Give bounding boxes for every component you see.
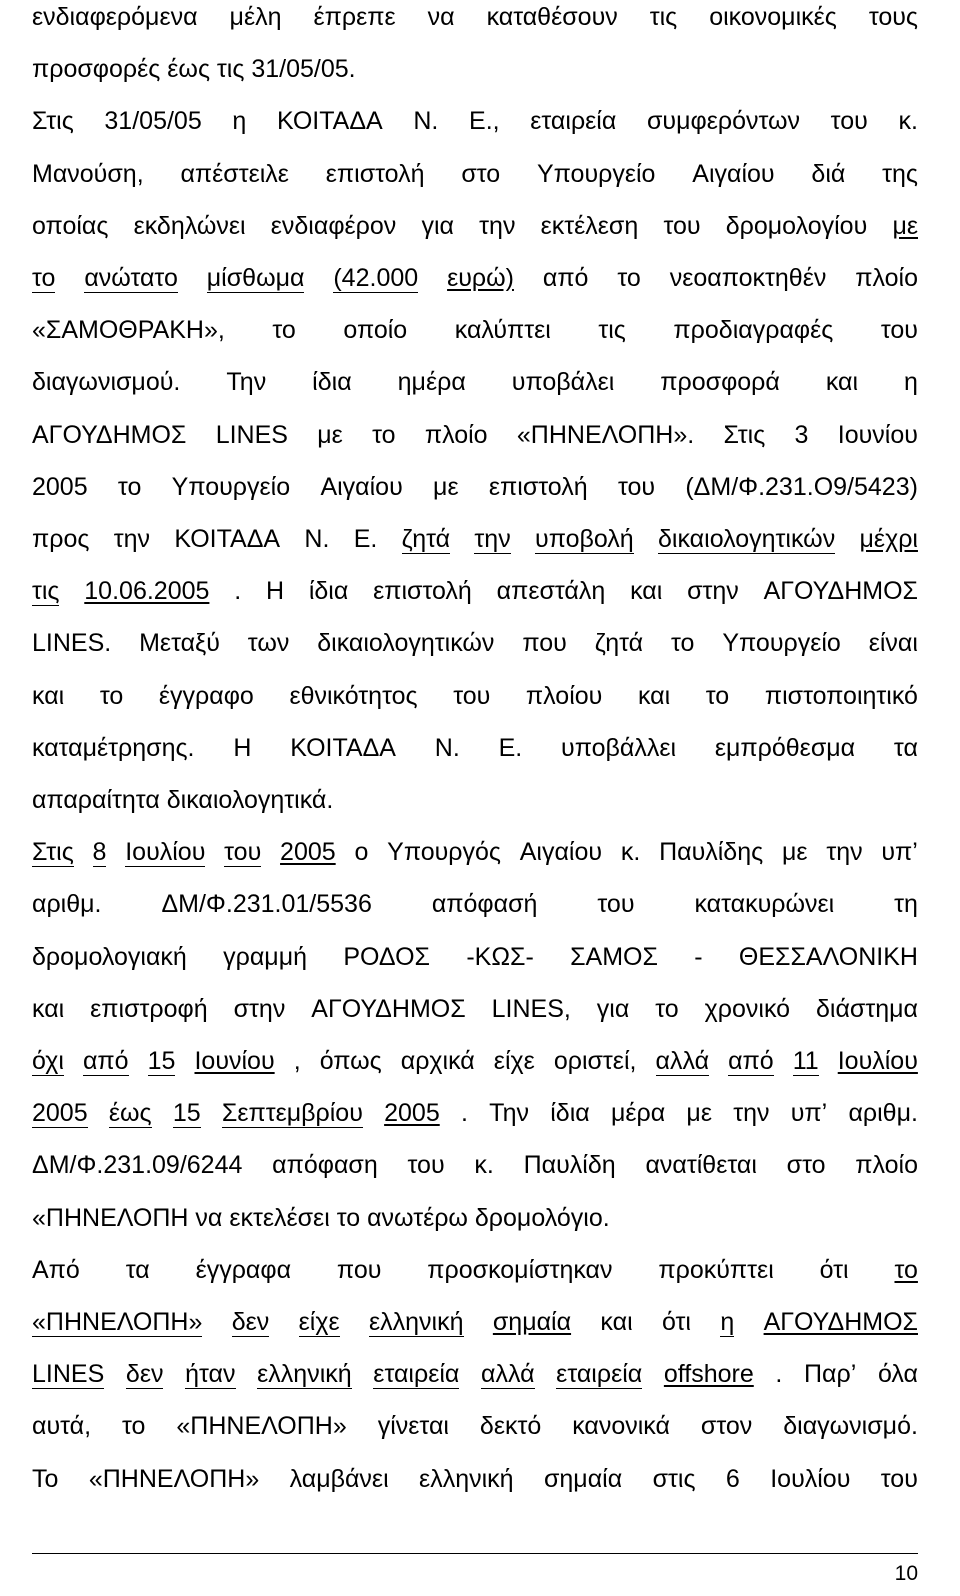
text-word: τις <box>598 316 626 345</box>
text-word: την <box>474 524 511 553</box>
text-word: απέστειλε <box>180 159 289 188</box>
text-word: Ιουνίου <box>194 1047 275 1075</box>
text-word: εταιρεία <box>556 1359 643 1388</box>
text-line <box>32 670 918 722</box>
text-word: ζητά <box>594 629 644 658</box>
text-word: Ιουλίου <box>125 837 206 866</box>
text-word: ΔΜ/Φ.231.09/6244 <box>32 1151 243 1180</box>
text-word: Ν. <box>413 107 439 136</box>
text-word: την <box>479 211 516 240</box>
text-word: «ΠΗΝΕΛΟΠΗ». <box>516 420 695 449</box>
text-word: χρονικό <box>704 994 791 1023</box>
text-word: «ΠΗΝΕΛΟΠΗ» <box>32 1307 203 1336</box>
text-word: γραμμή <box>223 942 308 971</box>
text-word: offshore <box>663 1360 754 1389</box>
text-word: στις <box>652 1464 696 1493</box>
text-word: Ν. <box>434 733 460 762</box>
text-word: ανατίθεται <box>645 1151 757 1180</box>
text-line <box>32 0 918 43</box>
text-word: του <box>830 107 868 136</box>
text-word: είχε <box>493 1047 535 1075</box>
text-line <box>32 252 918 304</box>
text-word: το <box>655 994 679 1023</box>
text-word: του <box>880 1464 918 1493</box>
text-word: τις <box>32 576 60 605</box>
text-word: τα <box>893 733 918 762</box>
text-word: του <box>663 211 701 240</box>
text-word: στο <box>461 159 501 188</box>
text-word: αλλά <box>481 1359 535 1388</box>
text-word: κατακυρώνει <box>694 890 835 919</box>
text-word: ΡΟΔΟΣ <box>343 942 430 971</box>
text-word: δικαιολογητικών <box>658 524 836 553</box>
text-word: «ΠΗΝΕΛΟΠΗ» <box>176 1412 347 1441</box>
text-word: του <box>407 1151 445 1180</box>
text-word: Η <box>265 577 285 606</box>
text-word: απόφασή <box>431 890 538 919</box>
text-word: - <box>694 942 703 971</box>
text-word: LINES <box>215 420 288 449</box>
text-word: είναι <box>868 629 918 658</box>
text-word: ΚΟΙΤΑΔΑ <box>290 733 396 762</box>
text-word: Ιουνίου <box>837 420 918 449</box>
text-line <box>32 1348 918 1400</box>
text-word: Ε., <box>469 107 500 136</box>
text-word: ΑΓΟΥΔΗΜΟΣ <box>763 1308 918 1336</box>
text-word: 6 <box>725 1464 740 1493</box>
text-word: LINES. <box>32 629 112 658</box>
text-word: 8 <box>92 837 107 866</box>
text-word: του <box>224 837 262 866</box>
text-word: εθνικότητος <box>289 681 418 710</box>
text-word: που <box>522 629 567 658</box>
footer-rule <box>32 1553 918 1554</box>
text-word: Αιγαίου <box>692 159 775 188</box>
text-word: το <box>117 472 142 501</box>
text-word: Υπουργός <box>387 838 501 867</box>
text-word: Την <box>226 368 267 397</box>
text-word: δεν <box>125 1359 164 1388</box>
text-word: εκτέλεση <box>540 211 639 240</box>
text-word: Ε. <box>498 733 523 762</box>
text-word: ευρώ) <box>447 264 514 292</box>
text-word: μέχρι <box>859 525 918 553</box>
text-word: επιστολή <box>325 159 425 188</box>
text-word: καταμέτρησης. <box>32 733 195 762</box>
text-word: Υπουργείο <box>536 159 656 188</box>
text-line <box>32 1453 918 1505</box>
text-word: το <box>671 629 695 658</box>
text-word: , <box>293 1047 301 1075</box>
text-word: ΑΓΟΥΔΗΜΟΣ <box>311 994 466 1023</box>
text-word: μέρα <box>610 1099 666 1128</box>
text-word: οποίο <box>343 316 408 345</box>
text-word: την <box>733 1099 770 1128</box>
text-segment: προσφορές έως τις 31/05/05. <box>32 55 356 84</box>
text-word: το <box>617 264 641 292</box>
text-segment: «ΠΗΝΕΛΟΠΗ να εκτελέσει το ανωτέρω δρομολόγιο. <box>32 1203 610 1232</box>
text-line <box>32 95 918 147</box>
text-word: έπρεπε <box>313 3 396 31</box>
text-word: κ. <box>898 107 918 136</box>
text-word: για <box>596 994 630 1023</box>
text-word: όχι <box>32 1046 64 1075</box>
text-word: τα <box>125 1255 150 1284</box>
text-word: Στις <box>32 107 74 136</box>
text-word: ελληνική <box>257 1359 352 1388</box>
text-word: ελληνική <box>419 1464 514 1493</box>
text-word: του <box>617 472 656 501</box>
text-word: διαγωνισμού. <box>32 368 181 397</box>
text-word: κανονικά <box>572 1412 670 1441</box>
text-word: οποίας <box>32 211 109 240</box>
text-word: υπ’ <box>881 838 918 867</box>
text-word: και <box>32 681 65 710</box>
text-word: 3 <box>794 420 809 449</box>
text-line <box>32 461 918 513</box>
text-word: κ. <box>620 838 641 867</box>
text-word: Μεταξύ <box>139 629 220 658</box>
text-word: ίδια <box>308 577 349 606</box>
text-word: ήταν <box>185 1359 236 1388</box>
text-word: πλοίου <box>525 681 603 710</box>
text-word: ΣΑΜΟΣ <box>570 942 658 971</box>
text-word: δρομολογιακή <box>32 942 187 971</box>
text-line <box>32 722 918 774</box>
text-word: το <box>372 420 396 449</box>
text-word: Ν. <box>304 525 330 553</box>
text-line <box>32 200 918 252</box>
text-word: όπως <box>319 1047 382 1075</box>
text-word: η <box>904 368 918 397</box>
text-word: το <box>122 1412 146 1441</box>
text-word: μέλη <box>229 3 282 31</box>
text-word: με <box>781 838 808 867</box>
text-word: υποβάλλει <box>561 733 677 762</box>
text-word: αρχικά <box>400 1047 475 1075</box>
text-line <box>32 617 918 669</box>
text-word: το <box>272 316 296 345</box>
text-word: ότι <box>661 1308 691 1336</box>
text-word: ότι <box>819 1255 849 1284</box>
text-line <box>32 565 918 617</box>
text-word: καταθέσουν <box>486 3 618 31</box>
text-word: διά <box>811 159 846 188</box>
text-word: νεοαποκτηθέν <box>669 264 827 292</box>
text-word: αριθμ. <box>32 890 102 919</box>
text-word: . <box>234 577 242 606</box>
text-word: του <box>453 681 491 710</box>
text-word: 15 <box>172 1098 201 1127</box>
text-word: δρομολογίου <box>725 211 868 240</box>
text-word: επιστολή <box>488 472 588 501</box>
text-word: και <box>825 368 859 397</box>
text-word: και <box>637 681 671 710</box>
text-word: αυτά, <box>32 1412 92 1441</box>
text-word: ζητά <box>401 524 451 553</box>
text-word: το <box>99 681 124 710</box>
text-word: 10.06.2005 <box>84 577 210 606</box>
text-word: πλοίο <box>424 420 488 449</box>
text-word: Την <box>489 1099 529 1128</box>
text-word: ημέρα <box>397 368 466 397</box>
text-word: που <box>336 1255 382 1284</box>
text-word: ΚΟΙΤΑΔΑ <box>174 525 281 553</box>
text-word: προκύπτει <box>658 1255 774 1284</box>
text-word: και <box>600 1308 633 1336</box>
text-word: πλοίο <box>855 264 918 292</box>
text-word: το <box>894 1255 918 1284</box>
text-word: 11 <box>792 1046 819 1075</box>
text-word: Από <box>32 1255 80 1284</box>
text-word: τους <box>868 3 918 31</box>
text-word: υποβάλει <box>511 368 615 397</box>
text-word: υπ’ <box>790 1099 828 1128</box>
text-word: . <box>775 1360 783 1389</box>
text-word: 2005 <box>384 1099 440 1128</box>
text-word: πλοίο <box>855 1151 918 1180</box>
text-word: της <box>882 159 918 188</box>
text-word: για <box>421 211 454 240</box>
text-line <box>32 304 918 356</box>
text-word: προσφορά <box>660 368 780 397</box>
text-word: Αιγαίου <box>519 838 603 867</box>
text-word: Στις <box>32 837 74 866</box>
text-word: στον <box>700 1412 753 1441</box>
text-word: επιστροφή <box>90 994 208 1023</box>
text-word: 15 <box>147 1046 176 1075</box>
text-segment: απαραίτητα δικαιολογητικά. <box>32 786 334 814</box>
text-word: και <box>630 577 663 606</box>
text-line <box>32 1400 918 1452</box>
text-word: του <box>880 316 918 345</box>
page-number: 10 <box>894 1562 918 1585</box>
text-line <box>32 1087 918 1139</box>
text-word: ο <box>354 838 369 867</box>
text-word: καλύπτει <box>454 316 551 345</box>
text-word: ΘΕΣΣΑΛΟΝΙΚΗ <box>738 942 918 971</box>
text-word: απόφαση <box>272 1151 378 1180</box>
text-word: υποβολή <box>535 524 634 553</box>
text-word: «ΣΑΜΟΘΡΑΚΗ», <box>32 316 225 345</box>
text-word: από <box>542 264 589 292</box>
text-word: στο <box>786 1151 826 1180</box>
text-word: εμπρόθεσμα <box>714 733 856 762</box>
text-word: οικονομικές <box>709 3 837 31</box>
text-word: Παρ’ <box>804 1360 857 1389</box>
text-word: Παυλίδης <box>659 838 764 867</box>
text-word: προδιαγραφές <box>673 316 834 345</box>
text-word: εταιρεία <box>530 107 617 136</box>
text-word: εταιρεία <box>373 1359 460 1388</box>
text-word: ενδιαφερόμενα <box>32 3 198 31</box>
text-line <box>32 774 918 826</box>
text-word: έως <box>108 1098 152 1127</box>
text-word: συμφερόντων <box>646 107 801 136</box>
text-word: κ. <box>474 1151 494 1180</box>
text-word: ΚΟΙΤΑΔΑ <box>276 107 383 136</box>
text-word: οριστεί, <box>553 1047 637 1075</box>
text-word: δεκτό <box>479 1412 542 1441</box>
text-line <box>32 148 918 200</box>
text-word: προς <box>32 525 90 553</box>
text-word: πιστοποιητικό <box>764 681 918 710</box>
text-word: Το <box>32 1464 59 1493</box>
text-word: μίσθωμα <box>206 263 305 292</box>
text-word: Ιουλίου <box>770 1464 851 1493</box>
text-word: ίδια <box>550 1099 590 1128</box>
text-word: αριθμ. <box>848 1099 918 1128</box>
text-word: ΑΓΟΥΔΗΜΟΣ <box>32 420 187 449</box>
text-word: στην <box>233 994 286 1023</box>
text-word: . <box>460 1099 468 1128</box>
text-word: διάστημα <box>816 994 918 1023</box>
text-line <box>32 1139 918 1191</box>
text-word: 2005 <box>280 838 336 867</box>
text-word: επιστολή <box>373 577 472 606</box>
text-word: λαμβάνει <box>289 1464 389 1493</box>
text-word: (ΔΜ/Φ.231.Ο9/5423) <box>685 472 918 501</box>
text-word: όλα <box>877 1360 918 1389</box>
text-word: Ε. <box>353 525 378 553</box>
text-word: LINES <box>32 1359 105 1388</box>
text-word: είχε <box>298 1307 340 1336</box>
text-line <box>32 409 918 461</box>
text-word: LINES, <box>491 994 571 1023</box>
text-word: 2005 <box>32 1098 88 1127</box>
text-word: 31/05/05 <box>104 107 202 136</box>
text-word: Η <box>233 733 252 762</box>
text-word: των <box>247 629 290 658</box>
text-word: Σεπτεμβρίου <box>221 1098 363 1127</box>
text-word: την <box>826 838 863 867</box>
text-word: ελληνική <box>368 1307 464 1336</box>
text-word: με <box>686 1099 712 1128</box>
text-line <box>32 931 918 983</box>
text-line <box>32 1244 918 1296</box>
text-line <box>32 43 918 95</box>
text-line <box>32 983 918 1035</box>
text-word: στην <box>687 577 739 606</box>
text-word: Ιουλίου <box>837 1047 918 1075</box>
text-word: σημαία <box>543 1464 623 1493</box>
text-word: η <box>720 1307 735 1336</box>
text-word: την <box>113 525 151 553</box>
text-word: ΔΜ/Φ.231.01/5536 <box>161 890 372 919</box>
text-word: δικαιολογητικών <box>317 629 495 658</box>
text-word: Στις <box>723 420 766 449</box>
text-word: -ΚΩΣ- <box>466 942 534 971</box>
text-word: «ΠΗΝΕΛΟΠΗ» <box>88 1464 260 1493</box>
text-word: με <box>317 420 343 449</box>
text-word: από <box>82 1046 129 1075</box>
text-word: με <box>433 472 459 501</box>
text-word: διαγωνισμό. <box>783 1412 918 1441</box>
text-word: (42.000 <box>333 263 419 292</box>
text-word: ενδιαφέρον <box>270 211 397 240</box>
text-word: τη <box>894 890 918 919</box>
text-word: Υπουργείο <box>722 629 841 658</box>
text-word: γίνεται <box>377 1412 449 1441</box>
text-word: ανώτατο <box>84 263 178 292</box>
text-word: έγγραφα <box>195 1255 292 1284</box>
text-word: απεστάλη <box>496 577 606 606</box>
text-word: Παυλίδη <box>523 1151 616 1180</box>
text-word: να <box>427 3 455 31</box>
text-line <box>32 513 918 565</box>
text-line <box>32 1035 918 1087</box>
text-word: του <box>597 890 635 919</box>
text-word: η <box>232 107 247 136</box>
text-line <box>32 878 918 930</box>
text-word: το <box>32 263 56 292</box>
text-word: 2005 <box>32 472 88 501</box>
text-word: Υπουργείο <box>171 472 291 501</box>
text-word: Αιγαίου <box>320 472 403 501</box>
text-word: και <box>32 994 65 1023</box>
text-word: ΑΓΟΥΔΗΜΟΣ <box>763 577 918 606</box>
text-word: με <box>892 211 918 240</box>
text-word: ίδια <box>312 368 352 397</box>
text-line <box>32 1192 918 1244</box>
text-line <box>32 826 918 878</box>
text-word: από <box>728 1046 774 1075</box>
text-word: προσκομίστηκαν <box>427 1255 613 1284</box>
text-word: το <box>705 681 730 710</box>
text-word: εκδηλώνει <box>133 211 246 240</box>
text-line <box>32 1296 918 1348</box>
text-word: αλλά <box>655 1046 710 1075</box>
text-word: έγγραφο <box>158 681 254 710</box>
text-line <box>32 356 918 408</box>
text-word: Μανούση, <box>32 159 144 188</box>
text-word: σημαία <box>492 1308 572 1336</box>
text-word: τις <box>649 3 678 31</box>
text-word: δεν <box>231 1307 270 1336</box>
